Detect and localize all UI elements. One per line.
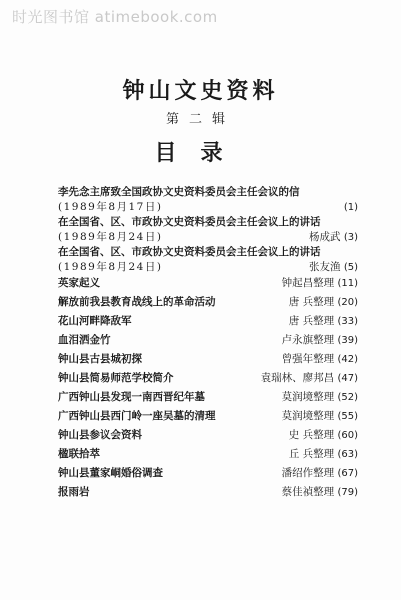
toc-entry-page: (20) bbox=[337, 297, 358, 308]
toc-entry bbox=[58, 428, 358, 443]
toc-entry bbox=[58, 390, 358, 405]
toc-entry-title: 楹联拾萃 bbox=[58, 448, 100, 460]
issue-number: 第二辑 bbox=[165, 112, 235, 127]
book-title: 钟山文史资料 bbox=[122, 78, 279, 104]
toc-heading: 目录 bbox=[154, 140, 247, 166]
toc-entry bbox=[58, 333, 358, 348]
toc-entry bbox=[58, 245, 358, 259]
toc-entry-page: (33) bbox=[337, 316, 358, 327]
toc-entry-author: 史 兵整理 bbox=[288, 429, 335, 441]
toc-entry-title: 广西钟山县西门岭一座吴墓的清理 bbox=[58, 410, 216, 422]
toc-entry-page: (3) bbox=[343, 232, 358, 243]
watermark: 时光图书馆 atimebook.com bbox=[12, 8, 218, 26]
toc-entry-author: 莫润境整理 bbox=[281, 410, 335, 422]
toc-entry-page: (11) bbox=[337, 278, 358, 289]
toc-entry bbox=[58, 185, 358, 199]
toc-entry-page: (39) bbox=[337, 335, 358, 346]
toc-entry-page: (63) bbox=[337, 449, 358, 460]
toc-entry-title: 在全国省、区、市政协文史资料委员会主任会议上的讲话 bbox=[58, 216, 321, 228]
toc-entry bbox=[58, 260, 358, 275]
toc-entry-page: (79) bbox=[337, 487, 358, 498]
toc-entry-author: 潘绍作整理 bbox=[281, 467, 335, 479]
toc-entry-title: (1989年8月24日) bbox=[58, 231, 163, 243]
toc-entry-author: 卢永旗整理 bbox=[281, 334, 335, 346]
toc-entry bbox=[58, 409, 358, 424]
toc-entry bbox=[58, 447, 358, 462]
toc-entry bbox=[58, 295, 358, 310]
toc-entry-page: (60) bbox=[337, 430, 358, 441]
toc-entry-page: (42) bbox=[337, 354, 358, 365]
toc-entry-title: 报雨岩 bbox=[58, 486, 90, 498]
toc-entry-page: (5) bbox=[343, 262, 358, 273]
toc-entry-page: (1) bbox=[343, 202, 358, 213]
toc-entry-title: 花山河畔降敌军 bbox=[58, 315, 132, 327]
toc-entry-title: 在全国省、区、市政协文史资料委员会主任会议上的讲话 bbox=[58, 246, 321, 258]
toc-entry-title: 钟山县古县城初探 bbox=[58, 353, 142, 365]
toc-entry-title: 解放前我县教育战线上的革命活动 bbox=[58, 296, 216, 308]
toc-entry-title: 钟山县参议会资料 bbox=[58, 429, 142, 441]
toc-entry-page: (55) bbox=[337, 411, 358, 422]
toc-entry-author: 曾强年整理 bbox=[281, 353, 335, 365]
toc-entry bbox=[58, 371, 358, 386]
toc-entry-page: (52) bbox=[337, 392, 358, 403]
toc-entry-title: 钟山县董家峒婚俗调查 bbox=[58, 467, 163, 479]
toc-entry-title: (1989年8月17日) bbox=[58, 201, 163, 213]
toc-entry-author: 杨成武 bbox=[308, 231, 341, 243]
toc-entry-author: 莫润境整理 bbox=[281, 391, 335, 403]
toc-entry-page: (67) bbox=[337, 468, 358, 479]
toc-entry-title: 英家起义 bbox=[58, 277, 100, 289]
toc-entry-author: 唐 兵整理 bbox=[288, 315, 335, 327]
toc-entry-page: (47) bbox=[337, 373, 358, 384]
toc-entry-author: 钟起昌整理 bbox=[281, 277, 335, 289]
toc-entry bbox=[58, 352, 358, 367]
toc-entry-author: 唐 兵整理 bbox=[288, 296, 335, 308]
toc-entry-title: (1989年8月24日) bbox=[58, 261, 163, 273]
toc-entry-title: 钟山县简易师范学校简介 bbox=[58, 372, 174, 384]
toc-entry bbox=[58, 314, 358, 329]
toc-entry-title: 血泪洒金竹 bbox=[58, 334, 111, 346]
toc-entry bbox=[58, 215, 358, 229]
toc-entry bbox=[58, 276, 358, 291]
toc-entry bbox=[58, 485, 358, 500]
toc-entry-title: 李先念主席致全国政协文史资料委员会主任会议的信 bbox=[58, 186, 300, 198]
toc-entry bbox=[58, 200, 358, 215]
toc-entry bbox=[58, 230, 358, 245]
toc-entry bbox=[58, 466, 358, 481]
toc-entry-author: 袁瑞林、廖邦昌 bbox=[260, 372, 335, 384]
toc-entry-author: 张友渔 bbox=[308, 261, 341, 273]
toc-entry-author: 蔡佳禎整理 bbox=[281, 486, 335, 498]
toc-entry-author: 丘 兵整理 bbox=[288, 448, 335, 460]
toc-entry-title: 广西钟山县发现一南西晋纪年墓 bbox=[58, 391, 205, 403]
